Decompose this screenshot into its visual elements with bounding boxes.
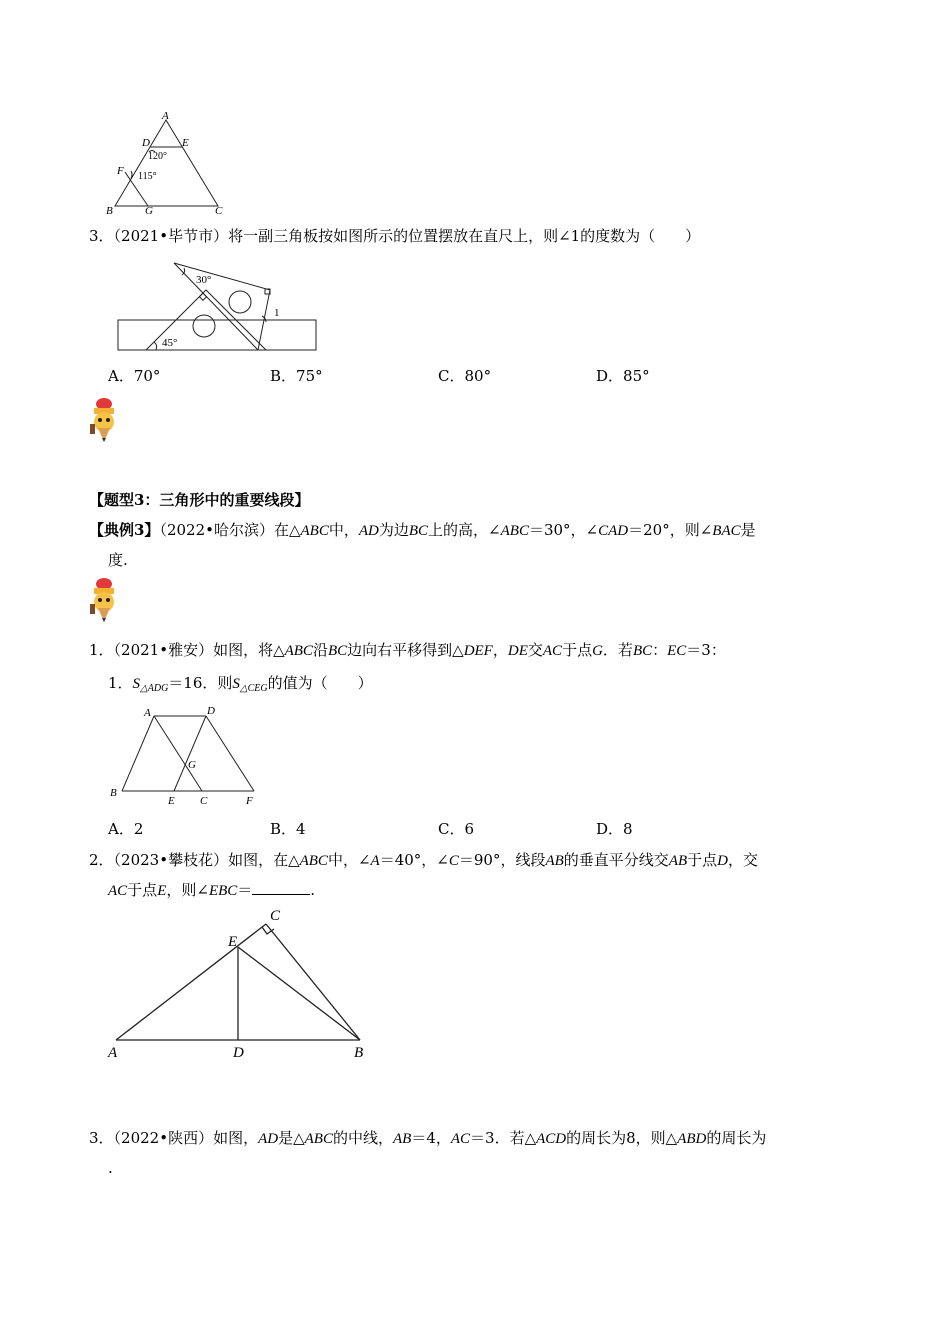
q1-option-a[interactable]: A．2 <box>108 820 144 838</box>
triangle-ruler-figure <box>112 258 327 356</box>
label-d: D <box>233 1045 244 1061</box>
option-a[interactable]: A．70° <box>108 367 161 385</box>
label-c: C <box>200 795 208 807</box>
q1-option-d[interactable]: D．8 <box>596 820 633 838</box>
label-g: G <box>145 205 153 217</box>
angle-115: 115° <box>138 171 157 182</box>
label-a: A <box>144 707 151 719</box>
translation-figure <box>104 702 264 812</box>
q1-option-c[interactable]: C．6 <box>438 820 475 838</box>
question-3b: 3．（2022•陕西）如图，AD是△ABC的中线，AB＝4，AC＝3．若△ACD的周长为8，则△ABD的周长为 <box>89 1129 767 1147</box>
label-d: D <box>142 137 150 149</box>
label-a: A <box>162 110 169 122</box>
pencil-mascot-icon <box>86 396 122 444</box>
label-c: C <box>215 205 223 217</box>
label-c: C <box>270 908 281 924</box>
label-e: E <box>168 795 175 807</box>
triangle-figure-top <box>100 108 240 218</box>
question-2: 2．（2023•攀枝花）如图，在△ABC中，∠A＝40°，∠C＝90°，线段AB的垂直平分线交AB于点D，交 <box>89 851 759 869</box>
angle-120: 120° <box>148 151 167 162</box>
question-3a: 3．（2021•毕节市）将一副三角板按如图所示的位置摆放在直尺上，则∠1的度数为（ ） <box>89 227 701 245</box>
example-3-line2: 度. <box>108 551 128 569</box>
label-f: F <box>117 165 124 177</box>
question-1: 1．（2021•雅安）如图，将△ABC沿BC边向右平移得到△DEF，DE交AC于点G．若BC：EC＝3： <box>89 641 726 659</box>
perpendicular-bisector-figure <box>104 904 374 1064</box>
label-a: A <box>108 1045 118 1061</box>
q1-option-b[interactable]: B．4 <box>270 820 306 838</box>
example-3: 【典例3】（2022•哈尔滨）在△ABC中，AD为边BC上的高，∠ABC＝30°，∠CAD＝20°，则∠BAC是 <box>89 521 756 539</box>
pencil-mascot-icon-2 <box>86 576 122 624</box>
angle-45: 45° <box>162 337 178 349</box>
option-b[interactable]: B．75° <box>270 367 323 385</box>
label-g: G <box>188 759 196 771</box>
label-b: B <box>110 787 117 799</box>
option-c[interactable]: C．80° <box>438 367 492 385</box>
question-3b-line2: . <box>108 1159 113 1177</box>
angle-1: 1 <box>274 307 280 319</box>
label-b: B <box>106 205 113 217</box>
label-b: B <box>354 1045 364 1061</box>
label-f: F <box>246 795 253 807</box>
question-1-line2: 1．$S_{\triangle ADG}=16$．则$S_{\triangle CEG}$的值为（ ） <box>108 674 373 694</box>
option-d[interactable]: D．85° <box>596 367 650 385</box>
label-e: E <box>228 934 238 950</box>
label-e: E <box>182 137 189 149</box>
angle-30: 30° <box>196 274 212 286</box>
answer-blank[interactable] <box>252 880 310 895</box>
section-title: 【题型3：三角形中的重要线段】 <box>89 491 310 509</box>
label-d: D <box>207 705 215 717</box>
question-2-line2: AC于点E，则∠EBC＝ . <box>108 881 316 899</box>
